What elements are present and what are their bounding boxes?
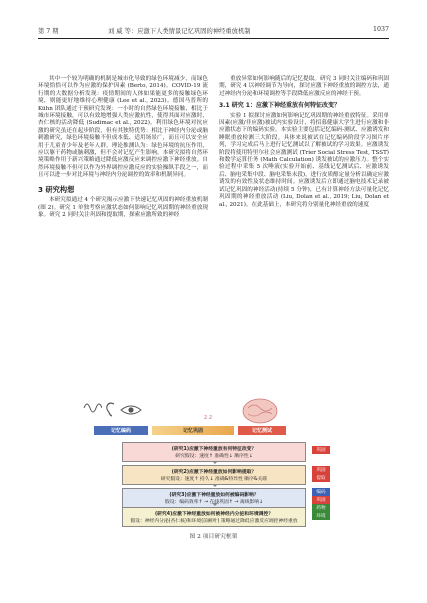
study-2-title: (研究2)应激下神经重放如何影响提取？ <box>171 469 257 475</box>
header-page-number: 1037 <box>372 26 389 33</box>
brain-icon <box>240 396 280 426</box>
tag-env: 环境 <box>312 512 330 520</box>
research-framework-figure <box>64 396 364 524</box>
sleep-zzz: z z <box>204 414 213 421</box>
study-2-hypothesis: 研究假设：速度↑ 持久↓ 准确&特异性 顺序&关联 <box>160 477 268 482</box>
tag-consolidate-1: 巩固 <box>312 446 330 454</box>
section-3-paragraph: 本研究拟通过 4 个研究揭示应激下快速记忆巩固的神经重放机制(图 2)。研究 1 单独考察应激状态如何影响记忆巩固期的神经重放现象。研究 2 同时关注巩固和提取期，探索应激所致的神经 <box>38 197 208 218</box>
phase-consolidate: 记忆巩固 <box>152 426 234 435</box>
subsection-3-1-paragraph: 实验 1 拟探讨应激如何影响记忆巩固期的神经重放特征。采用单因素(应激/非应激)被试内实验设计，将招募健康大学生进行应激和非应激状态下的编码实验。本实验主要包括记忆编码-测试、应激诱发和睡眠重放检测三大阶段。具体来说被试在记忆编码阶段学习图片序列，学习完成后马上进行记忆测试以了解被试的学习效果。应激诱发阶段将使用特里尔社会应激测试 (Trier Social Stress Test, TSST) 和数学运算任务 (Math Calculation) 诱发被试的应激压力。整个实验过程中采集 5 次唾液(实验开始前、基线记忆测试后、应激诱发后、脑电采集中段、脑电采集末段)，进行皮质醇定量分析以确定应激诱发的有效性及状态维持时间。应激诱发后立即通过脑电技术记录被试记忆巩固的神经活动(持续 5 分钟)，已有计算神经方法可量化记忆巩固期的神经重放活动 (Liu, Dolan et al., 2019; Liu, Dolan et al., 2021)。在此基础上，本研究将分别量化神经重放的速度 <box>219 112 389 208</box>
study-1-hypothesis: 研究假设：速度↑ 准确性↓ 顺序性↓ <box>175 454 253 459</box>
study-3-hypothesis: 假设：编码效率↑ → 在线巩固↑ → 离线影响↓ <box>164 500 264 505</box>
left-column <box>38 76 208 220</box>
phase-encode: 记忆编码 <box>94 426 148 435</box>
tag-drug: 药物 <box>312 504 330 512</box>
study-1-title: (研究1)应激下神经重放有何特征改变？ <box>171 446 257 452</box>
study-1-box <box>122 442 306 462</box>
subsection-title-3-1: 3.1 研究 1：应激下神经重放有何特征改变？ <box>219 102 340 110</box>
right-column <box>219 76 389 210</box>
study-4-title: (研究4)应激下神经重放如何被神经内分泌和环境调控？ <box>154 511 274 517</box>
header-rule <box>38 38 389 39</box>
sound-wave-icon <box>82 398 102 418</box>
tag-consolidate-2: 巩固 <box>312 466 330 474</box>
figure-caption: 图 2 项目研究框架 <box>189 534 238 540</box>
study-4-box <box>122 507 306 527</box>
ear-icon <box>104 401 118 417</box>
study-3-title: (研究3)应激下神经重放如何被编码影响？ <box>169 492 259 498</box>
header-running-title: 刘 威 等：应激下人类情景记忆巩固的神经重放机制 <box>108 28 251 35</box>
study-4-hypothesis: 假设：神经内分泌(杏仁核)和环境(前额叶) 策略通过降低应激反应调控神经重放 <box>130 519 298 524</box>
arrow-3-4 <box>212 503 218 506</box>
arrow-1-2 <box>212 461 218 464</box>
left-paragraph-1: 其中一个较为明确的机制是城市化导致的绿色环境减少，而绿色环境恰恰可以作为应激的保护因素 (Berto, 2014)。COVID-19 流行期的大数据分析发现：疫情期间的人体如果能更多的接触绿色环境，则能更好地维持心理健康 (Lee et al., 2023)。德国马普所的 Kühn 团队通过干预研究发现：一小时的自然绿色环境接触，相比于城市环境接触，可以有效地增强人类应激抗性，使得其面对应激时，杏仁核的活动降低 (Sudimac et al., 2022)。利用绿色环境对抗应激的研究虽还在起步阶段，但有其独特优势：相比于神经内分泌或脑刺激研究，绿色环境接触不但成本低、适用场景广，而且可以安全应用于儿童青少年及老年人群。理论推测认为：绿色环境的抗压作用，应以躯干药物或脑刺激，但不会对记忆产生影响。本研究拟将自然环境策略作用于新兴策略通过降低应激反应来调控应激下神经重放。自然环境接触不但可以作为外界调控应激反应的实验操纵手段之一，而且可以进一步对比环境与神经内分泌调控的效率和机制异同。 <box>38 76 208 179</box>
tag-extract: 提取 <box>312 474 330 482</box>
study-2-box <box>122 465 306 485</box>
tag-encode: 编码 <box>312 488 330 496</box>
section-title-3: 3 研究构想 <box>38 184 75 194</box>
tag-consolidate-3: 巩固 <box>312 496 330 504</box>
header-issue: 第 7 期 <box>38 28 59 35</box>
phase-test: 记忆测试 <box>238 426 286 435</box>
eye-icon <box>120 404 142 416</box>
arrow-2-3 <box>212 484 218 487</box>
right-paragraph-1: 重放异常如何影响随后的记忆提取。研究 3 同时关注编码和巩固期，研究 4 以神经调节为导向，探讨应激下神经重放的调控方法，通过神经内分泌和环境调控等手段降低应激反应的神经干预。 <box>219 76 389 97</box>
